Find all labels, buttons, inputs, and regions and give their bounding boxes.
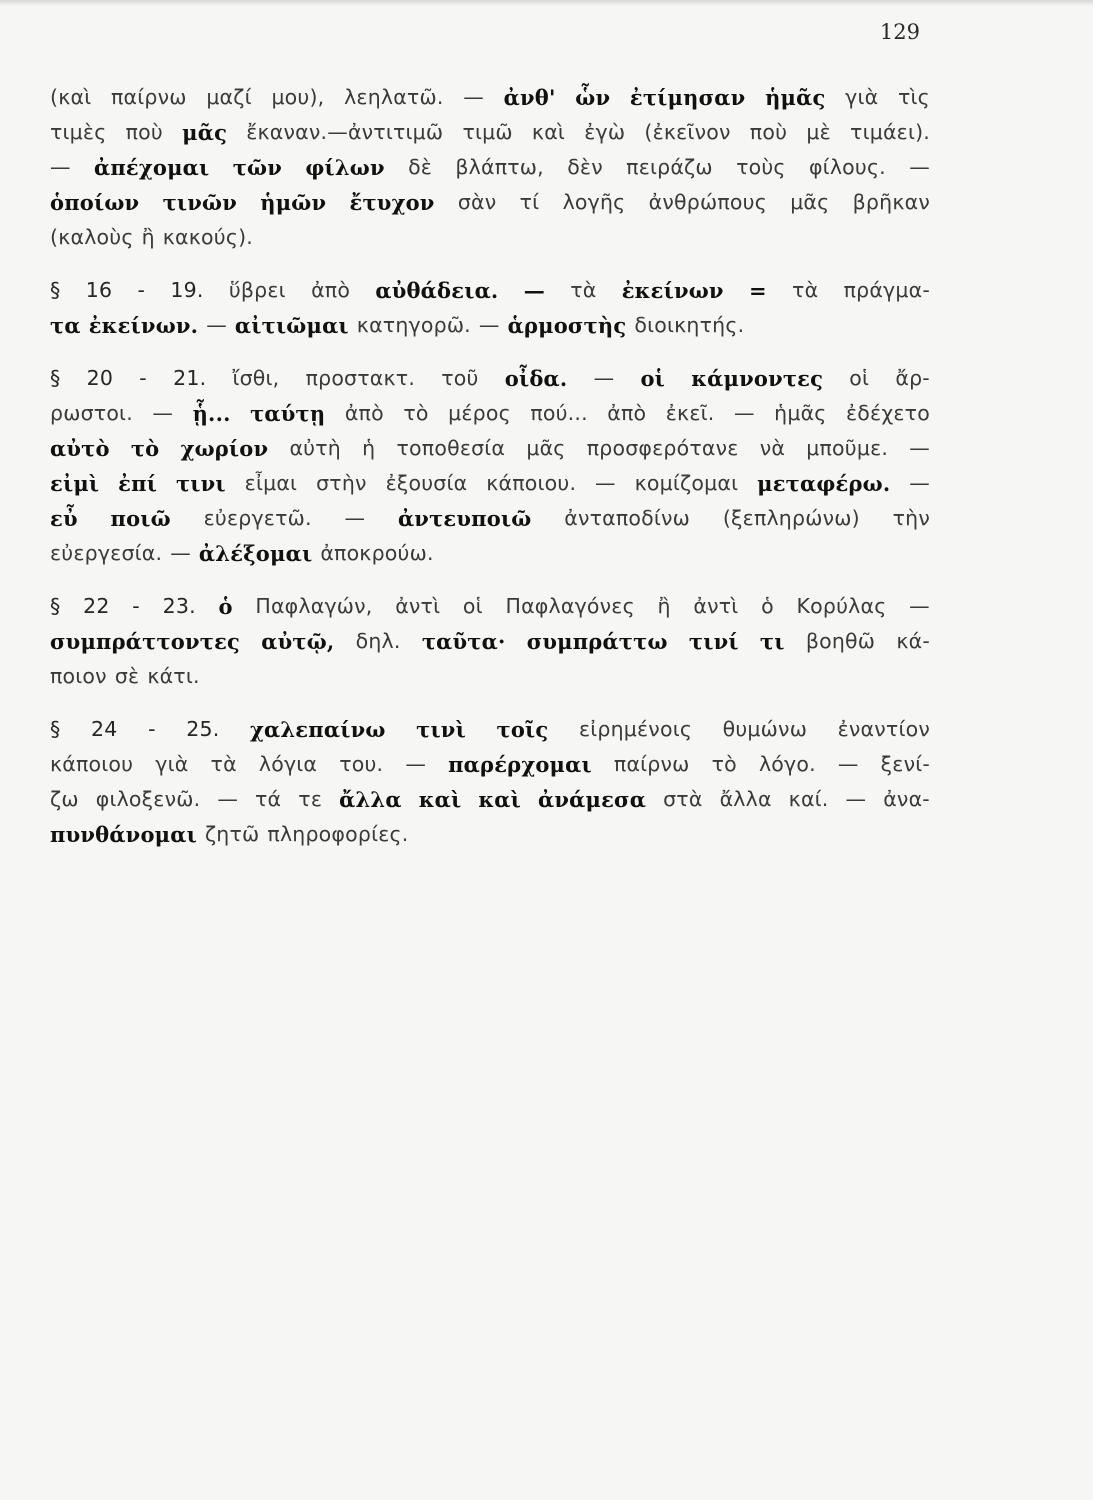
text-line: [50, 396, 930, 431]
word: τε: [298, 787, 323, 811]
word: τὸ: [711, 752, 737, 776]
word: Παφλαγόνες: [505, 594, 635, 618]
word: φίλων: [305, 155, 385, 180]
word: μᾶς: [182, 120, 228, 145]
word: ἀποκρούω.: [320, 541, 434, 565]
word: -: [139, 366, 147, 390]
word: μᾶς: [790, 190, 830, 214]
text-line: [50, 466, 930, 501]
word: -: [137, 278, 146, 302]
word: ἢ: [141, 225, 155, 249]
word: §: [50, 366, 61, 390]
word: κάποιου.: [486, 471, 577, 495]
text-line: [50, 747, 930, 782]
word: ἄλλα: [339, 787, 402, 812]
word: ὁ: [761, 594, 774, 618]
word: Κορύλας: [796, 594, 887, 618]
word: ταύτῃ: [250, 401, 326, 426]
word: —: [206, 313, 227, 337]
word: μᾶς: [526, 436, 566, 460]
section-line: [50, 361, 930, 396]
word: ἄρ-: [895, 366, 930, 390]
word: οἶδα.: [504, 366, 568, 391]
word: ξενί-: [880, 752, 930, 776]
word: αὐθάδεια.: [375, 278, 499, 303]
word: οἱ: [640, 366, 666, 391]
word: φίλους.: [808, 155, 886, 179]
text-line: [50, 115, 930, 150]
word: εὐεργεσία.: [50, 541, 163, 565]
word: ἀπὸ: [607, 401, 647, 425]
section-line: [50, 589, 930, 624]
text-line: [50, 431, 930, 466]
word: λόγια: [258, 752, 318, 776]
word: βοηθῶ: [805, 629, 876, 653]
word: πειράζω: [626, 155, 713, 179]
word: —: [733, 401, 755, 425]
word: κομίζομαι: [634, 471, 739, 495]
text-line: [50, 536, 930, 571]
word: ἐκείνων: [621, 278, 724, 303]
text-line: [50, 308, 930, 343]
word: ἀπὸ: [344, 401, 384, 425]
word: §: [50, 278, 61, 302]
word: —: [909, 155, 930, 179]
word: ποὺ: [749, 120, 788, 144]
word: τὰ: [210, 752, 237, 776]
word: (ἐκεῖνον: [644, 120, 731, 144]
word: ἐναντίον: [837, 717, 930, 741]
word: ἀνθρώπους: [648, 190, 767, 214]
word: τὴν: [892, 506, 930, 530]
word: ταῦτα·: [421, 629, 506, 654]
word: τὶς: [898, 85, 930, 109]
word: §: [50, 717, 61, 741]
word: νὰ: [759, 436, 786, 460]
word: τινὶ: [416, 717, 466, 742]
word: σὲ: [114, 664, 140, 688]
word: ἄλλα: [719, 787, 772, 811]
word: —: [593, 366, 615, 390]
word: τιμάει).: [850, 120, 930, 144]
word: παίρνω: [111, 85, 187, 109]
word: ἀντευποιῶ: [397, 506, 532, 531]
word: μου),: [271, 85, 325, 109]
word: τιμῶ: [462, 120, 513, 144]
word: τὰ: [792, 278, 819, 302]
word: τὸ: [403, 401, 429, 425]
word: Παφλαγών,: [255, 594, 373, 618]
word: τινῶν: [162, 190, 237, 215]
word: βρῆκαν: [852, 190, 930, 214]
word: ἀντὶ: [693, 594, 739, 618]
scan-edge: [0, 0, 1093, 6]
word: στὴν: [316, 471, 367, 495]
word: ἡμᾶς: [774, 401, 827, 425]
word: βλάπτω,: [455, 155, 544, 179]
page-number: 129: [879, 20, 920, 44]
word: φιλοξενῶ.: [95, 787, 201, 811]
text-line: [50, 80, 930, 115]
word: —: [405, 752, 427, 776]
word: —: [837, 752, 859, 776]
text-line: [50, 220, 930, 255]
word: τινι: [175, 471, 226, 496]
word: καὶ: [531, 120, 566, 144]
word: αὐτὴ: [289, 436, 341, 460]
word: 25.: [186, 717, 220, 741]
word: δὲ: [408, 155, 433, 179]
word: τοῖς: [496, 717, 549, 742]
word: τι: [759, 629, 785, 654]
word: εἶμαι: [244, 471, 298, 495]
word: 16: [85, 278, 113, 302]
word: τὰ: [570, 278, 597, 302]
word: —: [217, 787, 239, 811]
word: ποιῶ: [110, 506, 171, 531]
word: ἡμᾶς: [765, 85, 826, 110]
word: §: [50, 594, 61, 618]
word: δὲν: [567, 155, 603, 179]
word: ἀνάμεσα: [538, 787, 647, 812]
word: προσφερότανε: [586, 436, 739, 460]
word: —: [50, 155, 71, 179]
word: ἐπί: [118, 471, 158, 496]
word: -: [148, 717, 156, 741]
word: ἀνταποδίνω: [564, 506, 691, 530]
word: διοικητής.: [634, 313, 745, 337]
word: ζητῶ: [204, 822, 260, 846]
word: καὶ: [418, 787, 462, 812]
word: —: [909, 471, 930, 495]
word: 22: [83, 594, 110, 618]
word: κάμνοντες: [691, 366, 824, 391]
word: του.: [339, 752, 384, 776]
word: πού...: [530, 401, 588, 425]
word: μαζί: [206, 85, 252, 109]
word: εἰρημένοις: [578, 717, 693, 741]
word: ἀνθ': [503, 85, 556, 110]
word: ἔτυχον: [349, 190, 435, 215]
section-line: [50, 712, 930, 747]
word: ὕβρει: [228, 278, 286, 302]
word: καί.: [788, 787, 829, 811]
word: κάτι.: [147, 664, 200, 688]
word: —: [909, 436, 930, 460]
word: ἐγὼ: [584, 120, 626, 144]
word: —: [152, 401, 174, 425]
word: τὸ: [130, 436, 160, 461]
text-line: [50, 624, 930, 659]
word: ἡμῶν: [260, 190, 327, 215]
word: ὁ: [218, 594, 233, 619]
text-line: [50, 817, 930, 852]
text-line: [50, 150, 930, 185]
word: 21.: [173, 366, 207, 390]
word: ἁρμοστὴς: [507, 313, 627, 338]
word: τί: [519, 190, 540, 214]
word: προστακτ.: [305, 366, 416, 390]
word: συμπράττοντες: [50, 629, 241, 654]
word: ἡ: [362, 436, 376, 460]
word: ἐδέχετο: [846, 401, 930, 425]
word: μὲ: [806, 120, 831, 144]
text-line: [50, 185, 930, 220]
word: ἀντὶ: [395, 594, 441, 618]
word: οἱ: [849, 366, 870, 390]
word: τινί: [688, 629, 739, 654]
word: ἐκείνων.: [88, 313, 199, 338]
word: παρέρχομαι: [448, 752, 592, 777]
word: ἐτίμησαν: [629, 85, 746, 110]
word: μέρος: [448, 401, 511, 425]
word: πυνθάνομαι: [50, 822, 197, 847]
word: ποὺ: [125, 120, 163, 144]
word: εὖ: [50, 506, 78, 531]
word: γιὰ: [155, 752, 189, 776]
word: κατηγορῶ.: [356, 313, 471, 337]
word: ἴσθι,: [232, 366, 280, 390]
word: 23.: [162, 594, 196, 618]
word: —: [344, 506, 366, 530]
word: αὐτῷ,: [261, 629, 335, 654]
word: οἱ: [462, 594, 483, 618]
word: εὐεργετῶ.: [203, 506, 312, 530]
word: (καὶ: [50, 85, 92, 109]
word: μποῦμε.: [806, 436, 889, 460]
section-line: [50, 273, 930, 308]
word: εἰμὶ: [50, 471, 100, 496]
word: χαλεπαίνω: [250, 717, 386, 742]
word: ἀνα-: [883, 787, 930, 811]
word: 24: [91, 717, 118, 741]
word: ὧν: [575, 85, 611, 110]
word: —: [909, 594, 930, 618]
word: —: [845, 787, 867, 811]
word: ἐκεῖ.: [665, 401, 715, 425]
commentary-text: [50, 80, 930, 852]
word: ἀπὸ: [311, 278, 351, 302]
word: ἢ: [657, 594, 671, 618]
word: πληροφορίες.: [267, 822, 409, 846]
word: 20: [86, 366, 114, 390]
word: (ξεπληρώνω): [722, 506, 860, 530]
word: ποιον: [50, 664, 107, 688]
word: λεηλατῶ.: [344, 85, 444, 109]
word: παίρνω: [613, 752, 690, 776]
word: συμπράττω: [526, 629, 668, 654]
word: -: [132, 594, 140, 618]
word: ἀπέχομαι: [94, 155, 210, 180]
text-line: [50, 659, 930, 694]
word: —: [523, 278, 545, 303]
word: ἐξουσία: [385, 471, 468, 495]
word: —: [478, 313, 500, 337]
word: καὶ: [478, 787, 522, 812]
word: τῶν: [232, 155, 283, 180]
word: =: [748, 278, 767, 303]
word: τα: [50, 313, 81, 338]
word: ᾗ...: [192, 401, 231, 426]
word: δηλ.: [355, 629, 401, 653]
word: —: [463, 85, 484, 109]
word: θυμώνω: [722, 717, 808, 741]
word: κακούς).: [162, 225, 253, 249]
word: κά-: [896, 629, 930, 653]
word: πράγμα-: [843, 278, 930, 302]
word: μεταφέρω.: [757, 471, 891, 496]
word: λογῆς: [562, 190, 626, 214]
word: (καλοὺς: [50, 225, 134, 249]
word: τοποθεσία: [396, 436, 506, 460]
word: τοῦ: [441, 366, 479, 390]
word: χωρίον: [180, 436, 269, 461]
word: λόγο.: [758, 752, 816, 776]
word: ζω: [50, 787, 79, 811]
word: τά: [255, 787, 282, 811]
word: κάποιου: [50, 752, 134, 776]
word: ρωστοι.: [50, 401, 133, 425]
word: —: [170, 541, 191, 565]
text-line: [50, 501, 930, 536]
word: τιμὲς: [50, 120, 107, 144]
word: σὰν: [457, 190, 497, 214]
word: αἰτιῶμαι: [234, 313, 349, 338]
word: γιὰ: [845, 85, 879, 109]
word: στὰ: [663, 787, 703, 811]
word: 19.: [170, 278, 204, 302]
word: αὐτὸ: [50, 436, 110, 461]
word: ἀλέξομαι: [198, 541, 313, 566]
word: τοὺς: [736, 155, 786, 179]
word: ἔκαναν.—ἀντιτιμῶ: [246, 120, 444, 144]
text-line: [50, 782, 930, 817]
word: ὁποίων: [50, 190, 140, 215]
word: —: [595, 471, 616, 495]
